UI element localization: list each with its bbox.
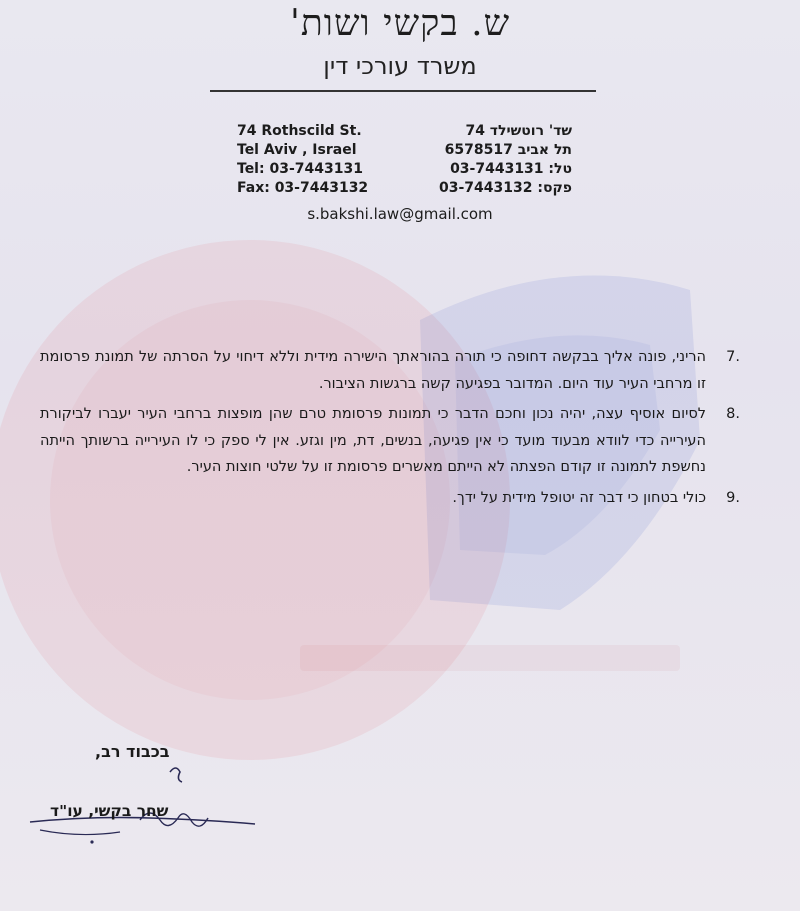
header-divider	[210, 90, 596, 92]
letter-body	[40, 344, 740, 515]
paragraph-9	[40, 485, 740, 512]
address-en-street: 74 Rothscild St.	[237, 123, 362, 139]
paragraph-number: 7.	[726, 349, 740, 365]
paragraph-number: 8.	[726, 406, 740, 422]
address-he-city: תל אביב 6578517	[444, 142, 572, 158]
address-en-fax: Fax: 03-7443132	[237, 180, 369, 196]
closing-salutation: בכבוד רב,	[95, 742, 170, 761]
email-address: s.bakshi.law@gmail.com	[307, 205, 493, 223]
address-en-tel: Tel: 03-7443131	[237, 161, 363, 177]
address-hebrew	[439, 122, 572, 198]
paragraph-text: הריני, פונה אליך בבקשה דחופה כי תורה בהוראתך הישירה מידית וללא דיחוי על הסרתה של תמונת פרסומת זו מרחבי העיר עוד היום. המדובר בפגיעה קשה ברגשות הציבור.	[40, 349, 706, 392]
address-en-city: Tel Aviv , Israel	[237, 142, 357, 158]
paragraph-text: לסיום אוסיף עצה, יהיה נכון וחכם הדבר כי תמונות פרסומת טרם שהן מופצות ברחבי העיר יעברו לביקורת העירייה כדי לוודא מבעוד מועד כי אין פגיעה, בנשים, דת, מין וגזע. אין לי ספק כי לו העירייה ברשותך הייתה נחשפת לתמונה זו קודם הפצתה לא הייתם מאשרים פרסומת זו על שלטי חוצות העיר.	[40, 406, 706, 475]
letterhead-firm: משרד עורכי דין	[323, 52, 477, 80]
signer-name: שחר בקשי, עו"ד	[50, 802, 169, 820]
letterhead-name: ש. בקשי ושות'	[289, 3, 511, 44]
paragraph-7	[40, 344, 740, 397]
paragraph-8	[40, 401, 740, 481]
paragraph-number: 9.	[726, 489, 740, 506]
address-he-fax: פקס: 03-7443132	[439, 180, 572, 196]
address-he-tel: טל: 03-7443131	[450, 161, 572, 177]
address-english	[237, 122, 437, 198]
address-he-street: שד' רוטשילד 74	[465, 123, 572, 139]
paragraph-text: כולי בטחון כי דבר זה יטופל מידית על ידך.	[452, 489, 706, 506]
